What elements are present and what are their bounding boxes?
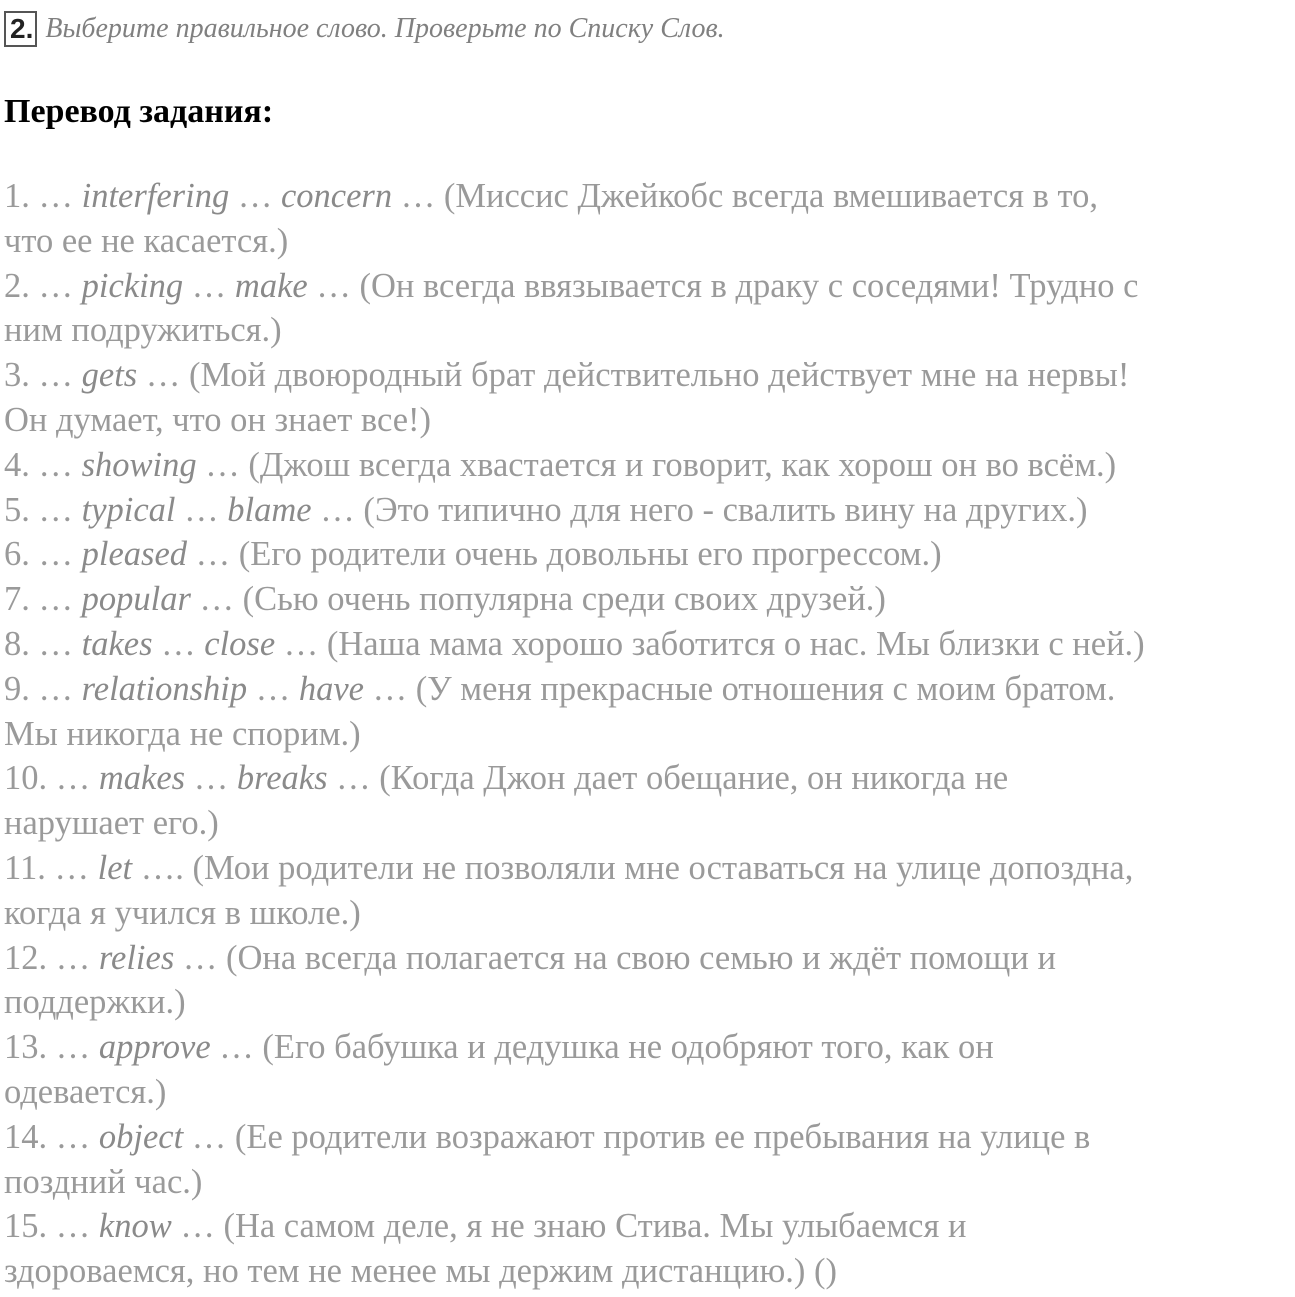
answer-line [4, 264, 1294, 309]
answer-word: pleased [81, 535, 188, 574]
answer-text: … (Когда Джон дает обещание, он никогда не [327, 759, 1009, 798]
answer-text: 2. … [4, 266, 82, 305]
answer-word: picking [81, 266, 184, 305]
answer-line [4, 398, 1294, 443]
answer-text: 6. … [4, 535, 82, 574]
answer-word: let [97, 848, 133, 887]
answer-line [4, 712, 1294, 757]
answer-line [4, 1070, 1294, 1115]
answer-text: 11. … [4, 848, 98, 887]
answer-line [4, 980, 1294, 1025]
answer-line [4, 622, 1294, 667]
answer-text: 14. … [4, 1117, 99, 1156]
answer-line [4, 1025, 1294, 1070]
answer-text: что ее не касается.) [4, 221, 289, 260]
answer-text: 4. … [4, 445, 82, 484]
answer-text: … [185, 759, 237, 798]
answer-text: 10. … [4, 759, 99, 798]
answer-list [4, 174, 1294, 1294]
answer-text: нарушает его.) [4, 804, 219, 843]
answer-text: здороваемся, но тем не менее мы держим дистанцию.) () [4, 1252, 838, 1291]
answer-text: 1. … [4, 177, 82, 215]
answer-word: relationship [81, 669, 248, 708]
answer-text: … (Его родители очень довольны его прогрессом.) [187, 535, 942, 574]
answer-word: gets [81, 356, 138, 395]
answer-word: typical [81, 490, 176, 529]
answer-word: interfering [81, 177, 230, 215]
answer-text: 9. … [4, 669, 82, 708]
answer-line [4, 936, 1294, 981]
answer-line [4, 577, 1294, 622]
answer-text: 3. … [4, 356, 82, 395]
answer-word: concern [280, 177, 393, 215]
answer-text: … [183, 266, 235, 305]
answer-line [4, 1115, 1294, 1160]
task-number-badge: 2. [4, 11, 37, 47]
section-title: Перевод задания: [4, 93, 274, 130]
answer-word: close [204, 624, 276, 663]
answer-line [4, 443, 1294, 488]
answer-text: поддержки.) [4, 983, 186, 1022]
answer-text: Он думает, что он знает все!) [4, 400, 432, 439]
answer-line [4, 308, 1294, 353]
answer-text: … (Джош всегда хвастается и говорит, как хорош он во всём.) [196, 445, 1117, 484]
answer-word: takes [81, 624, 153, 663]
answer-line [4, 846, 1294, 891]
answer-text: 7. … [4, 580, 82, 619]
answer-line [4, 488, 1294, 533]
answer-text: поздний час.) [4, 1162, 203, 1201]
answer-line [4, 353, 1294, 398]
answer-text: 12. … [4, 938, 99, 977]
answer-word: popular [81, 580, 191, 619]
answer-text: …. (Мои родители не позволяли мне оставаться на улице допоздна, [132, 848, 1134, 887]
answer-text: … (Ее родители возражают против ее пребывания на улице в [183, 1117, 1091, 1156]
answer-text: Мы никогда не спорим.) [4, 714, 361, 753]
answer-line [4, 532, 1294, 577]
answer-line [4, 1204, 1294, 1249]
answer-word: have [298, 669, 364, 708]
answer-line [4, 667, 1294, 712]
answer-text: одевается.) [4, 1072, 167, 1111]
task-header [4, 8, 725, 50]
answer-text: … [229, 177, 281, 215]
answer-word: object [98, 1117, 184, 1156]
answer-text: 5. … [4, 490, 82, 529]
answer-line [4, 801, 1294, 846]
answer-text: … (У меня прекрасные отношения с моим братом. [364, 669, 1116, 708]
answer-word: blame [227, 490, 312, 529]
answer-text: 8. … [4, 624, 82, 663]
answer-line [4, 219, 1294, 264]
answer-word: approve [98, 1028, 211, 1067]
answer-text: … (Это типично для него - свалить вину на других.) [311, 490, 1088, 529]
answer-text: … (Она всегда полагается на свою семью и ждёт помощи и [174, 938, 1056, 977]
answer-word: make [234, 266, 308, 305]
answer-line [4, 756, 1294, 801]
answer-text: когда я учился в школе.) [4, 893, 361, 932]
answer-line [4, 174, 1294, 219]
answer-text: 15. … [4, 1207, 99, 1246]
answer-text: … [175, 490, 228, 529]
answer-text: … (Мой двоюродный брат действительно действует мне на нервы! [137, 356, 1130, 395]
task-instruction: Выберите правильное слово. Проверьте по Списку Слов. [45, 13, 725, 44]
answer-text: … (Он всегда ввязывается в драку с соседями! Трудно с [307, 266, 1139, 305]
answer-text: 13. … [4, 1028, 99, 1067]
answer-text: … (Миссис Джейкобс всегда вмешивается в то, [392, 177, 1099, 215]
answer-text: … (Наша мама хорошо заботится о нас. Мы близки с ней.) [275, 624, 1145, 663]
answer-line [4, 1249, 1294, 1294]
answer-text: ним подружиться.) [4, 311, 282, 350]
answer-text: … (Его бабушка и дедушка не одобряют того, как он [210, 1028, 994, 1067]
answer-word: makes [98, 759, 186, 798]
answer-text: … [152, 624, 205, 663]
answer-word: breaks [236, 759, 328, 798]
answer-text: … (На самом деле, я не знаю Стива. Мы улыбаемся и [171, 1207, 967, 1246]
answer-word: relies [98, 938, 175, 977]
answer-word: showing [81, 445, 197, 484]
answer-line [4, 1160, 1294, 1205]
answer-word: know [98, 1207, 172, 1246]
answer-text: … (Сью очень популярна среди своих друзей.) [190, 580, 886, 619]
answer-line [4, 891, 1294, 936]
answer-text: … [247, 669, 299, 708]
